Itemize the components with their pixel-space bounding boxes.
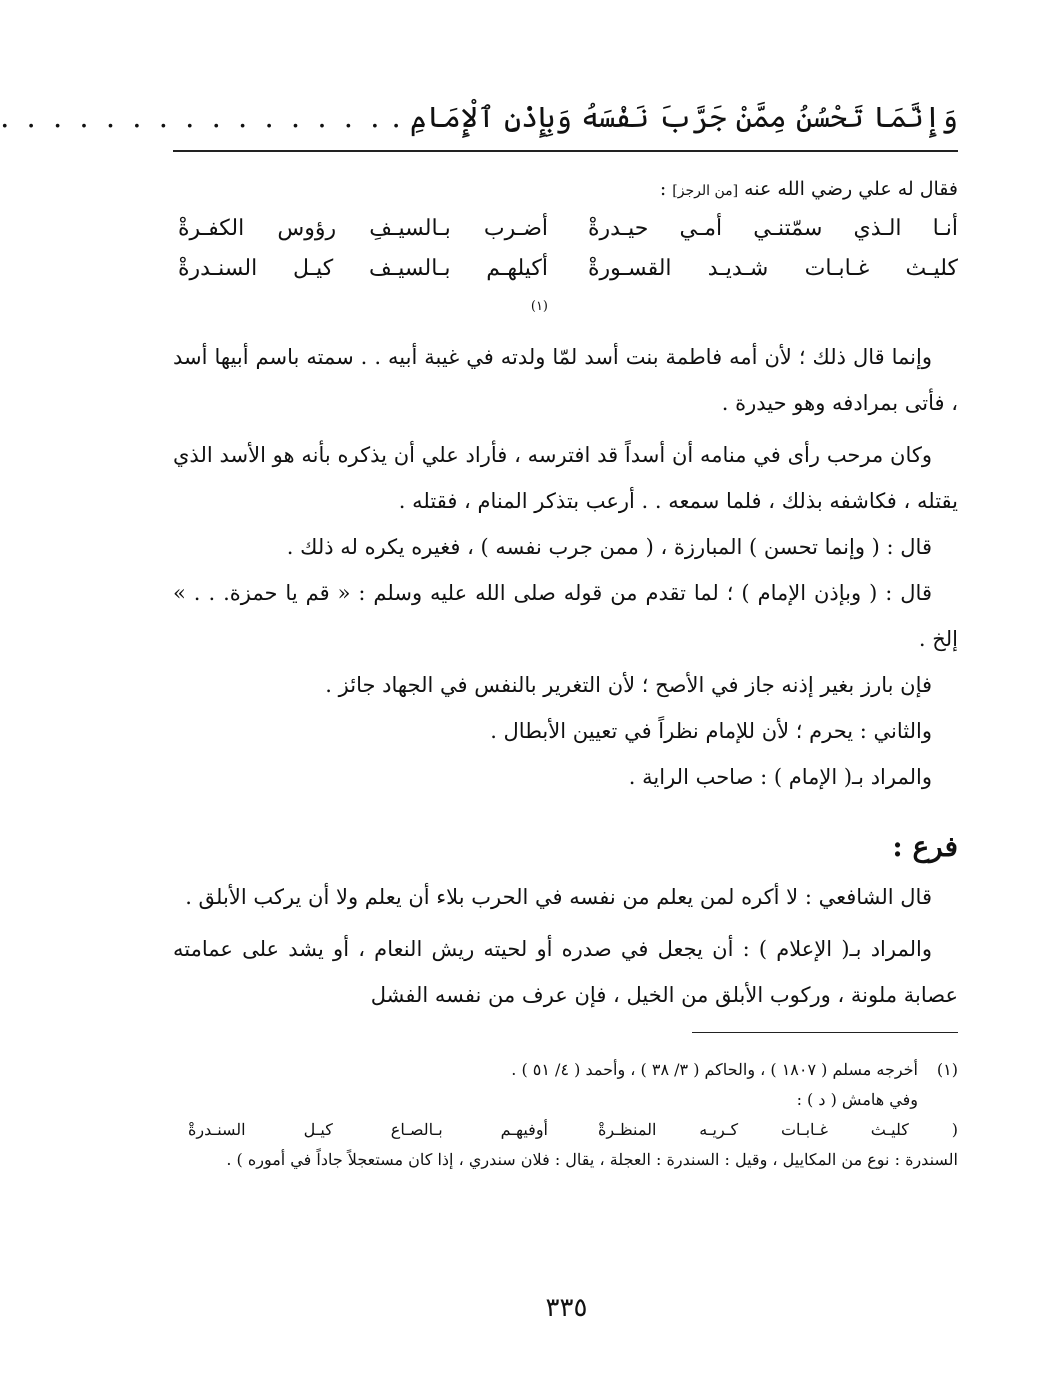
verse-intro-text: فقال له علي رضي الله عنه: [744, 178, 958, 200]
verse-line-1: [173, 210, 958, 248]
verse-2-second-hemistich: [178, 250, 548, 326]
section-paragraph-1: قال الشافعي : لا أكره لمن يعلم من نفسه في الحرب بلاء أن يعلم ولا أن يركب الأبلق .: [185, 885, 932, 909]
footnote-verse-first: ( كليـث غـابـات كـريـه المنظـرةْ: [598, 1120, 958, 1139]
paragraph-7: والمراد بـ( الإمام ) : صاحب الراية .: [628, 765, 932, 789]
paragraph-4: قال : ( وبإذن الإمام ) ؛ لما تقدم من قوله صلى الله عليه وسلم : « قم يا حمزة. . . » إلخ .: [173, 581, 958, 651]
header-title: وَإِنَّمَا تَحْسُنُ مِمَّنْ جَرَّبَ نَفْسَهُ وَبِإِذْنِ ٱلْإِمَامِ .: [391, 99, 958, 134]
verse-1-first-hemistich: أنـا الـذي سمّتنـي أمـي حيـدرةْ: [588, 216, 958, 241]
header-rule: [173, 150, 958, 152]
verse-2-second-text: أكيلهـم بـالسيـف كيـل السنـدرةْ: [178, 256, 548, 281]
verse-gap: [548, 250, 588, 326]
section-text: [173, 874, 958, 1018]
running-header: [0, 80, 958, 134]
header-dots: . . . . . . . . . . . . . . .: [0, 99, 384, 134]
verse-intro-colon: :: [659, 178, 667, 200]
page-number: ٣٣٥: [545, 1293, 588, 1323]
footnote-1: [173, 1055, 958, 1085]
verse-line-2: [173, 250, 958, 326]
verse-intro: [173, 172, 958, 208]
section-paragraph-2: والمراد بـ( الإعلام ) : أن يجعل في صدره أو لحيته ريش النعام ، أو يشد على عمامته عصابة ملونة ، وركوب الأبلق من الخيل ، فإن عرف من نفسه الفشل: [173, 937, 958, 1007]
paragraph-5: فإن بارز بغير إذنه جاز في الأصح ؛ لأن التغرير بالنفس في الجهاد جائز .: [325, 673, 932, 697]
book-page: [0, 80, 958, 1175]
paragraph-6: والثاني : يحرم ؛ لأن للإمام نظراً في تعيين الأبطال .: [490, 719, 932, 743]
verse-2-first-hemistich: كليـث غـابـات شـديـد القسـورةْ: [588, 256, 958, 281]
footnote-citation: أخرجه مسلم ( ١٨٠٧ ) ، والحاكم ( ٣/ ٣٨ ) ، وأحمد ( ٤/ ٥١ ) .: [511, 1060, 918, 1079]
footnote-verse-second: أوفيهـم بـالصـاع كيـل السنـدرةْ: [188, 1120, 548, 1139]
paragraph-2: وكان مرحب رأى في منامه أن أسداً قد افترسه ، فأراد علي أن يذكره بأنه هو الأسد الذي يقتله ، فكاشفه بذلك ، فلما سمعه . . أرعب بتذكر المنام ، فقتله .: [173, 443, 958, 513]
paragraph-3: قال : ( وإنما تحسن ) المبارزة ، ( ممن جرب نفسه ) ، فغيره يكره له ذلك .: [286, 535, 932, 559]
section-heading: فرع :: [892, 830, 958, 863]
footnote-margin-note: وفي هامش ( د ) :: [796, 1090, 918, 1109]
footnote-rule: [692, 1032, 958, 1033]
footnote-number: (١): [936, 1060, 958, 1079]
footnote-marker: (١): [530, 299, 548, 314]
footnote-verse: [173, 1115, 958, 1145]
paragraph-1: وإنما قال ذلك ؛ لأن أمه فاطمة بنت أسد لمّا ولدته في غيبة أبيه . . سمته باسم أبيها أسد ، فأتى بمرادفه وهو حيدرة .: [173, 345, 958, 415]
meter-note: [من الرجز]: [672, 183, 739, 199]
footnotes: [173, 1055, 958, 1175]
verse-gap: [548, 210, 588, 248]
verse-1-second-hemistich: أضـرب بـالسيـفِ رؤوس الكفـرةْ: [178, 216, 548, 241]
footnote-verse-gap: [548, 1115, 598, 1145]
main-text: [173, 334, 958, 800]
footnote-definition: السندرة : نوع من المكاييل ، وقيل : السندرة : العجلة ، يقال : فلان سندري ، إذا كان مستعجلاً جاداً في أموره ) .: [226, 1150, 958, 1169]
